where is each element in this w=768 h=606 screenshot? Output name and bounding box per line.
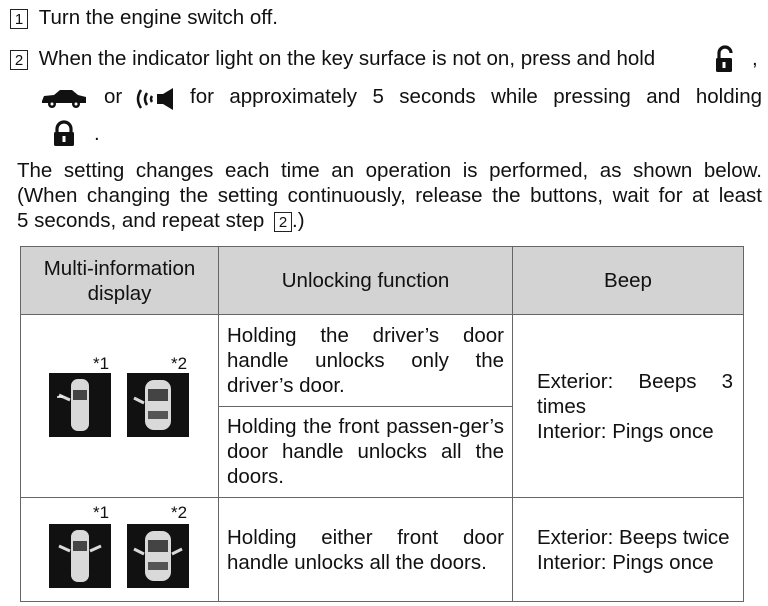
car-both-doors-open-thumbnail	[49, 524, 111, 588]
header-beep: Beep	[513, 247, 744, 315]
beep-exterior: Exterior: Beeps 3 times	[537, 369, 733, 418]
step-period: .	[94, 122, 100, 145]
function-text: Holding the driver’s door handle unlocks only the driver’s door.	[227, 323, 504, 397]
function-cell	[219, 315, 513, 407]
step-number: 1	[10, 9, 28, 29]
lock-key-icon	[52, 120, 76, 148]
note-2: *2	[171, 503, 188, 522]
header-function: Unlocking function	[219, 247, 513, 315]
function-text: Holding the front passen-ger’s door handle unlocks all the doors.	[227, 415, 504, 489]
step-2	[10, 46, 655, 72]
note-2: *2	[171, 354, 188, 373]
intro-line-3	[17, 208, 305, 234]
trunk-key-icon	[40, 87, 88, 109]
settings-table	[20, 246, 744, 602]
note-1: *1	[93, 354, 110, 373]
intro-line-1: The setting changes each time an operation is performed, as shown below.	[17, 159, 762, 182]
step-ref-number: 2	[274, 212, 292, 232]
function-text: Holding either front door handle unlocks all the doors.	[227, 525, 504, 574]
beep-exterior: Exterior: Beeps twice	[537, 525, 730, 549]
table-header-row	[21, 247, 744, 315]
step-text-cont: for approximately 5 seconds while pressing and holding	[190, 85, 762, 108]
intro-line-2: (When changing the setting continuously, release the buttons, wait for at least	[17, 184, 762, 207]
step-number: 2	[10, 50, 28, 70]
step-or: or	[104, 85, 123, 108]
display-cell	[21, 498, 219, 602]
header-display: Multi-information display	[21, 247, 219, 315]
intro-text-end: .)	[292, 209, 305, 232]
step-text: When the indicator light on the key surface is not on, press and hold	[38, 47, 656, 70]
note-1: *1	[93, 503, 110, 522]
step-text: Turn the engine switch off.	[38, 6, 279, 29]
beep-cell	[513, 498, 744, 602]
unlock-key-icon	[713, 45, 739, 75]
beep-interior: Interior: Pings once	[537, 550, 714, 574]
table-row	[21, 498, 744, 602]
beep-cell	[513, 315, 744, 498]
step-1	[10, 5, 278, 31]
car-doors-open-thumbnail	[127, 524, 189, 588]
table-row	[21, 315, 744, 407]
beep-interior: Interior: Pings once	[537, 419, 714, 443]
function-cell	[219, 406, 513, 498]
panic-key-icon	[133, 85, 181, 113]
step-comma: ,	[752, 47, 758, 70]
car-driver-door-open-thumbnail	[49, 373, 111, 437]
intro-text: 5 seconds, and repeat step	[17, 209, 265, 232]
car-thumbnail	[127, 373, 189, 437]
display-cell	[21, 315, 219, 498]
function-cell	[219, 498, 513, 602]
